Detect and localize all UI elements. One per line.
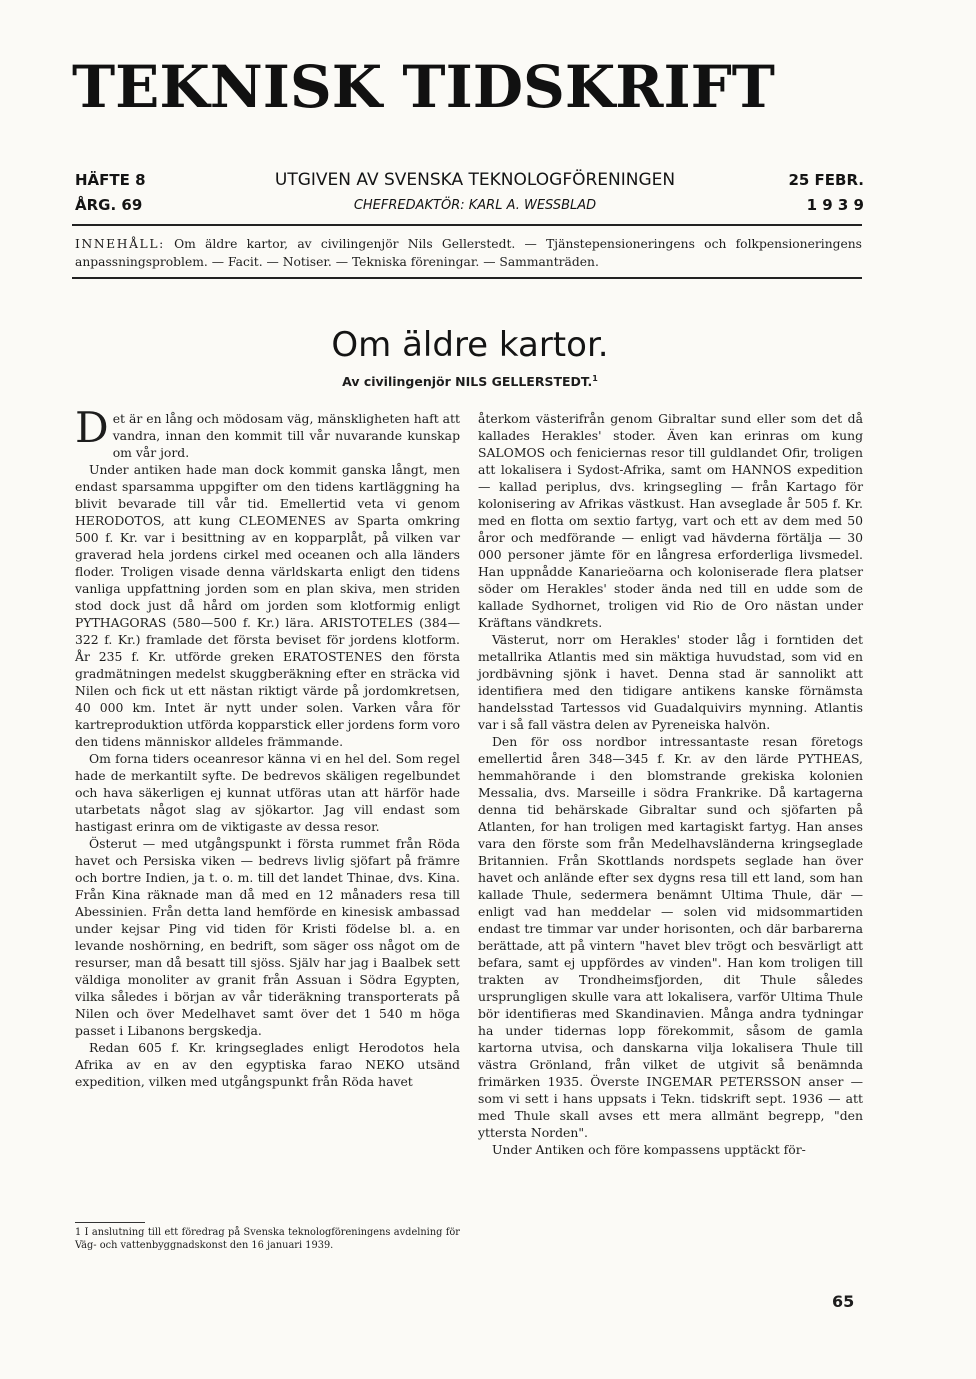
publisher-info	[200, 168, 750, 218]
paragraph: Redan 605 f. Kr. kringseglades enligt Herodotos hela Afrika av en av den egyptiska farao NEKO utsänd expedition, vilken med utgångspunkt från Röda havet	[75, 1040, 460, 1089]
issue-year: 1 9 3 9	[806, 196, 864, 214]
volume-number: ÅRG. 69	[75, 196, 143, 214]
drop-cap: D	[75, 403, 109, 452]
footnote: 1 I anslutning till ett föredrag på Svenska teknologföreningens avdelning för Väg- och vattenbyggnadskonst den 16 januari 1939.	[75, 1227, 460, 1251]
issue-info	[75, 168, 146, 218]
byline-footnote-marker: 1	[592, 374, 598, 383]
article-column-left	[75, 403, 460, 1090]
issue-number: HÄFTE 8	[75, 171, 146, 189]
byline-text: Av civilingenjör NILS GELLERSTEDT.	[342, 374, 593, 390]
paragraph: Västerut, norr om Herakles' stoder låg i forntiden det metallrika Atlantis med sin mäktiga huvudstad, som vid en jordbävning sjönk i havet. Denna stad är sannolikt att identifiera med den tidigare antikens kanske förnämsta handelsstad Tartessos vid Guadalquivirs mynning. Atlantis var i så fall västra delen av Pyreneiska halvön.	[478, 632, 863, 732]
contents-label: INNEHÅLL:	[75, 237, 165, 251]
page-number: 65	[832, 1292, 855, 1311]
article-column-right	[478, 410, 863, 1158]
contents-rule	[72, 277, 862, 279]
editor-line: CHEFREDAKTÖR: KARL A. WESSBLAD	[353, 198, 597, 213]
paragraph: Under antiken hade man dock kommit ganska långt, men endast sparsamma uppgifter om den tidens kartläggning ha blivit bevarade till vår tid. Emellertid veta vi genom HERODOTOS, att kung CLEOMENES av Sparta omkring 500 f. Kr. var i besittning av en kopparplåt, på vilken var graverad hela jordens cirkel med oceanen och alla länders floder. Troligen visade denna världskarta enligt den tidens vanliga uppfattning jorden som en plan skiva, men striden stod dock just då hård om jorden som klotformig enligt PYTHAGORAS (580—500 f. Kr.) lära. ARISTOTELES (384—322 f. Kr.) framlade det första beviset för jordens klotform. År 235 f. Kr. utförde greken ERATOSTENES den första gradmätningen medelst skuggberäkning efter en sträcka vid Nilen och fick ut ett nästan riktigt värde på jordomkretsen, 40 000 km. Intet är nytt under solen. Varken våra för kartreproduktion utförda kopparstick eller jordens form voro den tidens människor alldeles främmande.	[75, 462, 460, 749]
table-of-contents	[75, 235, 862, 271]
paragraph: Det är en lång och mödosam väg, mänskligheten haft att vandra, innan den kommit till vår nuvarande kunskap om vår jord.	[75, 403, 460, 460]
contents-text: Om äldre kartor, av civilingenjör Nils Gellerstedt. — Tjänstepensioneringens och folkpensioneringens anpassningsproblem. — Facit. — Notiser. — Tekniska föreningar. — Sammanträden.	[75, 237, 862, 269]
article-byline	[250, 374, 690, 389]
paragraph: återkom västerifrån genom Gibraltar sund eller som det då kallades Herakles' stoder. Även kan erinras om kung SALOMOS och feniciernas resor till guldlandet Ofir, troligen att lokalisera i Sydost-Afrika, samt om HANNOS expedition — kallad periplus, dvs. kringsegling — från Kartago för kolonisering av Afrikas västkust. Han avseglade år 505 f. Kr. med en flotta om sextio fartyg, vart och ett av dem med 50 åror och medförande — enligt vad hävderna förtälja — 30 000 personer jämte för en långresa erforderliga livsmedel. Han uppnådde Kanarieöarna och koloniserade flera platser söder om Herakles' stoder ända ned till en udde som de kallade Sydhornet, troligen vid Rio de Oro nästan under Kräftans vändkrets.	[478, 411, 863, 630]
publisher-line: UTGIVEN AV SVENSKA TEKNOLOGFÖRENINGEN	[274, 170, 676, 190]
masthead-title: TEKNISK TIDSKRIFT	[72, 53, 775, 121]
issue-date	[770, 168, 864, 218]
paragraph: Österut — med utgångspunkt i första rummet från Röda havet och Persiska viken — bedrevs livlig sjöfart på främre och bortre Indien, ja t. o. m. till det landet Thinae, dvs. Kina. Från Kina räknade man då med en 12 månaders resa till Abessinien. Från detta land hemförde en kinesisk ambassad under kejsar Ping vid tiden för Kristi födelse bl. a. en levande noshörning, en bedrift, som säger oss något om de resurser, man då besatt till sjöss. Själv har jag i Baalbek sett väldiga monoliter av granit från Assuan i Södra Egypten, vilka således i början av vår tideräkning transporterats på Nilen och över Medelhavet samt över det 1 540 m höga passet i Libanons bergskedja.	[75, 836, 460, 1038]
paragraph: Under Antiken och före kompassens upptäckt för-	[492, 1142, 806, 1157]
header-rule	[72, 224, 862, 226]
footnote-rule	[75, 1222, 145, 1223]
paragraph: Om forna tiders oceanresor känna vi en hel del. Som regel hade de merkantilt syfte. De bedrevos skäligen regelbundet och hava säkerligen ej kunnat utföras utan att härför hade utarbetats något slag av sjökartor. Jag vill endast som hastigast erinra om de viktigaste av dessa resor.	[75, 751, 460, 834]
issue-date-day: 25 FEBR.	[788, 171, 864, 189]
article-title: Om äldre kartor.	[331, 325, 609, 365]
paragraph: Den för oss nordbor intressantaste resan företogs emellertid åren 348—345 f. Kr. av den lärde PYTHEAS, hemmahörande i den blomstrande grekiska kolonien Messalia, dvs. Marseille i södra Frankrike. Då kartagerna denna tid behärskade Gibraltar sund och sjöfarten på Atlanten, for han troligen med kartagiskt fartyg. Han anses vara den förste som från Medelhavsländerna kringseglade Britannien. Från Skottlands nordspets seglade han över havet och anlände efter sex dygns resa till ett land, som han kallade Thule, sedermera benämnt Ultima Thule, där — enligt vad han meddelar — solen vid midsommartiden endast tre timmar var under horisonten, och där barbarerna berättade, att på vintern "havet blev trögt och besvärligt att befara, samt ej uppfördes av vinden". Han kom troligen till trakten av Trondheimsfjorden, dit Thule således ursprungligen skulle vara att lokalisera, varför Ultima Thule bör identifieras med Skandinavien. Många andra tydningar ha under tidernas lopp förekommit, såsom de gamla kartorna utvisa, och danskarna vilja lokalisera Thule till västra Grönland, från vilket de utgivit så benämnda frimärken 1935. Överste INGEMAR PETERSSON anser — som vi sett i hans uppsats i Tekn. tidskrift sept. 1936 — att med Thule skall avses ett mera allmänt begrepp, "den yttersta Norden".	[478, 734, 863, 1140]
